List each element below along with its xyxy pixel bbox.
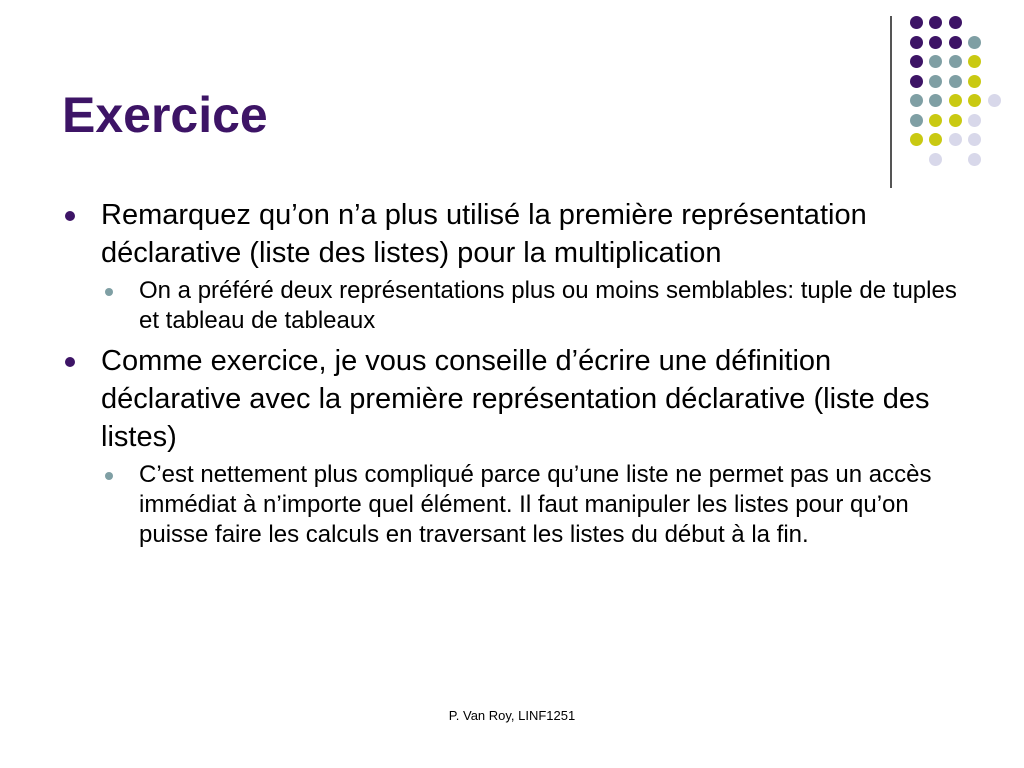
decorative-dot <box>929 55 942 68</box>
decorative-dot <box>910 133 923 146</box>
sub-bullet-text: C’est nettement plus compliqué parce qu’une liste ne permet pas un accès immédiat à n’importe quel élément. Il faut manipuler les listes pour qu’on puisse faire les calculs en traversant les listes du début à la fin. <box>139 461 932 548</box>
decorative-dot <box>929 114 942 127</box>
decorative-dot <box>910 114 923 127</box>
decorative-dot <box>968 94 981 107</box>
sub-bullet-dot-icon <box>105 472 113 480</box>
bullet-list <box>62 196 962 550</box>
slide-footer: P. Van Roy, LINF1251 <box>448 708 576 723</box>
decorative-dot <box>910 55 923 68</box>
decorative-dot <box>929 153 942 166</box>
decorative-dot <box>929 36 942 49</box>
decorative-dot <box>968 75 981 88</box>
decorative-dot <box>968 114 981 127</box>
bullet-dot-icon <box>65 357 75 367</box>
sub-bullet-list <box>101 460 962 550</box>
decorative-dot <box>968 55 981 68</box>
decorative-dot <box>929 16 942 29</box>
decorative-dot <box>929 94 942 107</box>
title-divider-line <box>890 16 892 188</box>
decorative-dot <box>949 75 962 88</box>
bullet-dot-icon <box>65 211 75 221</box>
decorative-dot-grid <box>906 14 1006 174</box>
bullet-text: Comme exercice, je vous conseille d’écrire une définition déclarative avec la première représentation déclarative (liste des listes) <box>101 345 930 453</box>
bullet-item <box>62 342 962 550</box>
bullet-text: Remarquez qu’on n’a plus utilisé la première représentation déclarative (liste des listes) pour la multiplication <box>101 199 867 269</box>
sub-bullet-item <box>101 460 962 550</box>
decorative-dot <box>949 55 962 68</box>
slide-content <box>62 196 962 556</box>
sub-bullet-item <box>101 276 962 336</box>
decorative-dot <box>910 75 923 88</box>
decorative-dot <box>910 36 923 49</box>
decorative-dot <box>988 94 1001 107</box>
decorative-dot <box>968 153 981 166</box>
decorative-dot <box>949 133 962 146</box>
decorative-dot <box>949 94 962 107</box>
decorative-dot <box>929 133 942 146</box>
slide-title: Exercice <box>62 87 268 143</box>
decorative-dot <box>968 36 981 49</box>
decorative-dot <box>949 114 962 127</box>
decorative-dot <box>968 133 981 146</box>
sub-bullet-list <box>101 276 962 336</box>
bullet-item <box>62 196 962 336</box>
sub-bullet-dot-icon <box>105 288 113 296</box>
sub-bullet-text: On a préféré deux représentations plus ou moins semblables: tuple de tuples et tableau de tableaux <box>139 277 957 334</box>
decorative-dot <box>929 75 942 88</box>
decorative-dot <box>910 94 923 107</box>
decorative-dot <box>910 16 923 29</box>
decorative-dot <box>949 36 962 49</box>
decorative-dot <box>949 16 962 29</box>
